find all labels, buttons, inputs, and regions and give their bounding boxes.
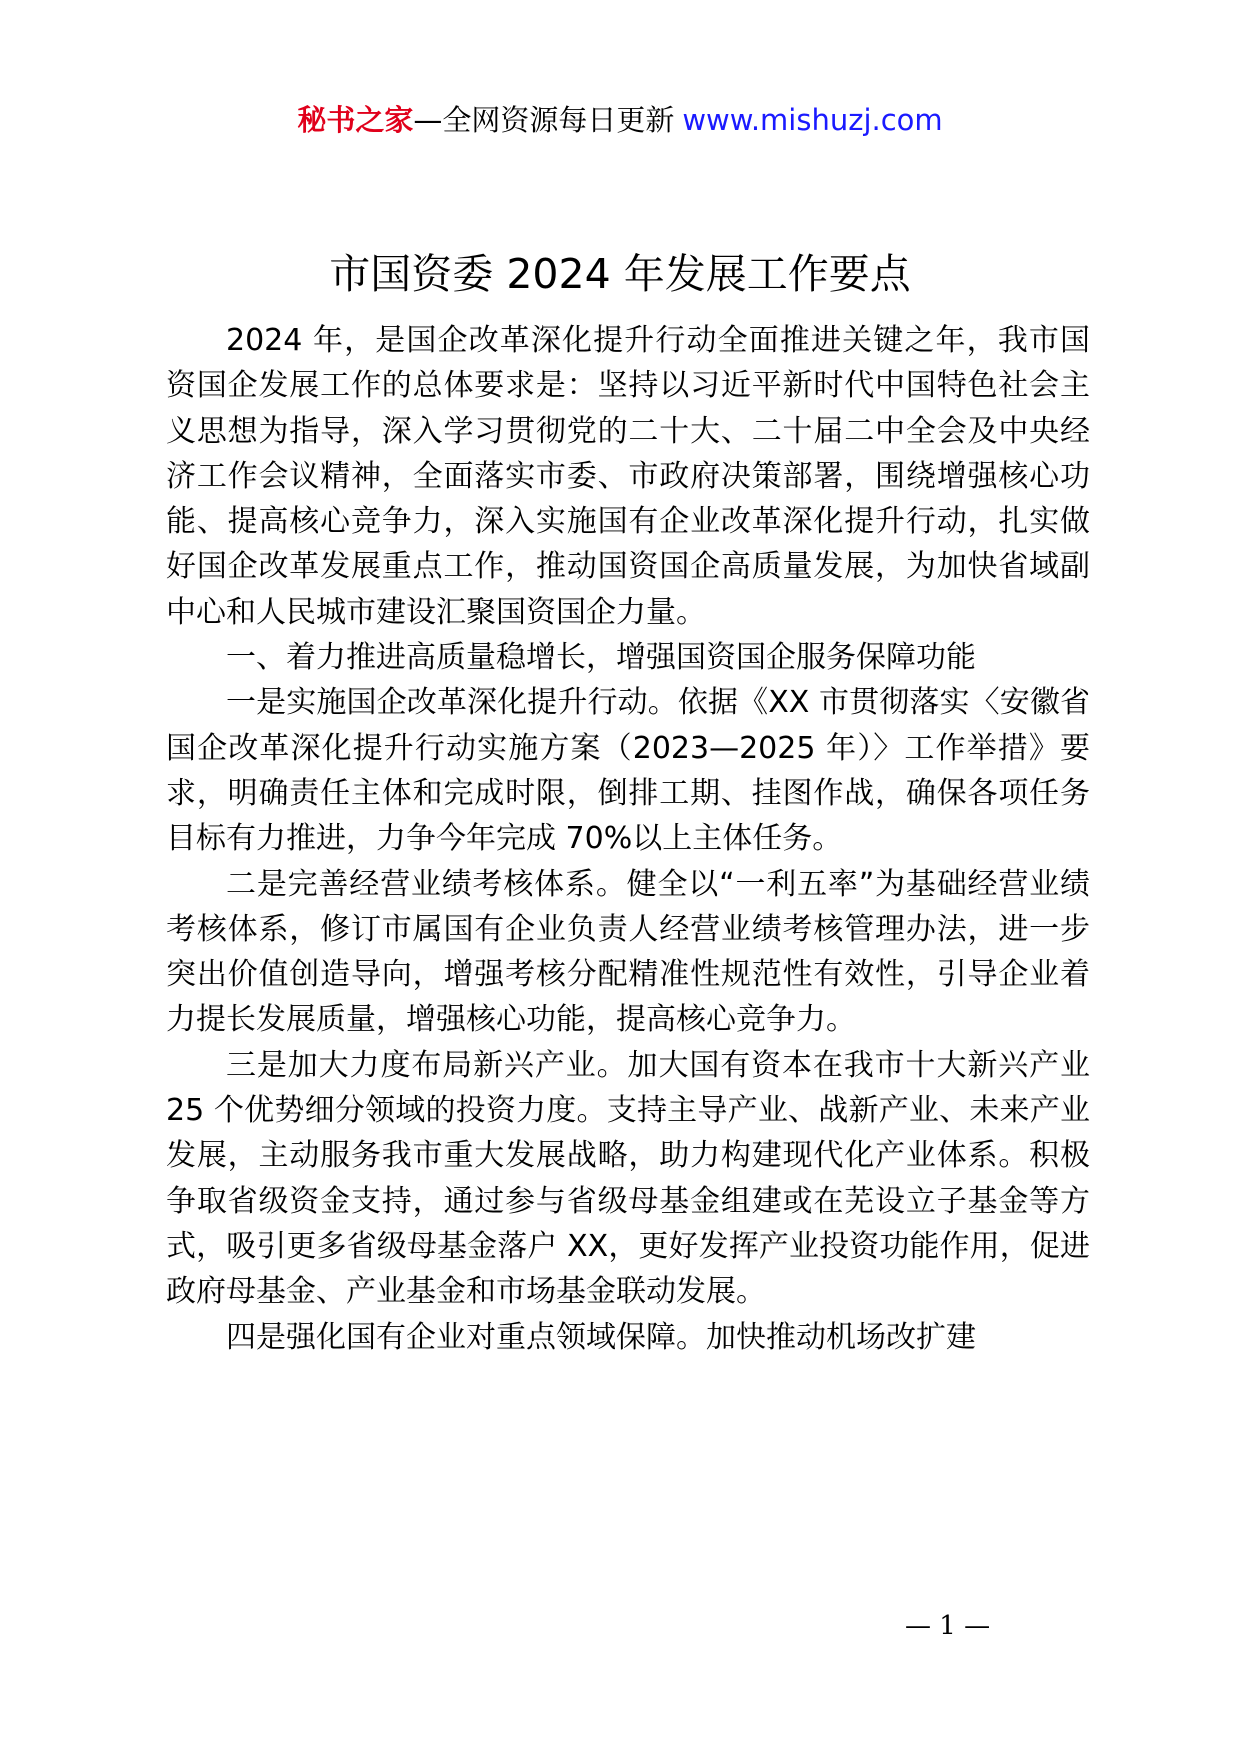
site-banner bbox=[0, 100, 1240, 140]
body-paragraph: 一是实施国企改革深化提升行动。依据《XX 市贯彻落实〈安徽省国企改革深化提升行动实施方案（2023—2025 年）〉工作举措》要求，明确责任主体和完成时限，倒排工期、挂图作战，确保各项任务目标有力推进，力争今年完成 70%以上主体任务。 bbox=[166, 685, 1090, 857]
document-title: 市国资委 2024 年发展工作要点 bbox=[329, 250, 911, 298]
site-url[interactable]: www.mishuzj.com bbox=[682, 103, 943, 137]
body-paragraph: 二是完善经营业绩考核体系。健全以“一利五率”为基础经营业绩考核体系，修订市属国有企业负责人经营业绩考核管理办法，进一步突出价值创造导向，增强考核分配精准性规范性有效性，引导企业着力提长发展质量，增强核心功能，提高核心竞争力。 bbox=[166, 866, 1090, 1038]
body-paragraph: 四是强化国有企业对重点领域保障。加快推动机场改扩建 bbox=[226, 1319, 976, 1355]
page-number: — 1 — bbox=[905, 1611, 991, 1641]
section-heading: 一、着力推进高质量稳增长，增强国资国企服务保障功能 bbox=[226, 640, 976, 676]
body-paragraph: 三是加大力度布局新兴产业。加大国有资本在我市十大新兴产业 25 个优势细分领域的投资力度。支持主导产业、战新产业、未来产业发展，主动服务我市重大发展战略，助力构建现代化产业体系。积极争取省级资金支持，通过参与省级母基金组建或在芜设立子基金等方式，吸引更多省级母基金落户 XX，更好发挥产业投资功能作用，促进政府母基金、产业基金和市场基金联动发展。 bbox=[166, 1047, 1090, 1310]
tagline: —全网资源每日更新 bbox=[413, 103, 675, 137]
intro-paragraph: 2024 年，是国企改革深化提升行动全面推进关键之年，我市国资国企发展工作的总体要求是：坚持以习近平新时代中国特色社会主义思想为指导，深入学习贯彻党的二十大、二十届二中全会及中央经济工作会议精神，全面落实市委、市政府决策部署，围绕增强核心功能、提高核心竞争力，深入实施国有企业改革深化提升行动，扎实做好国企改革发展重点工作，推动国资国企高质量发展，为加快省域副中心和人民城市建设汇聚国资国企力量。 bbox=[166, 323, 1090, 630]
brand-name: 秘书之家 bbox=[297, 103, 414, 137]
document-body bbox=[166, 318, 1090, 1360]
